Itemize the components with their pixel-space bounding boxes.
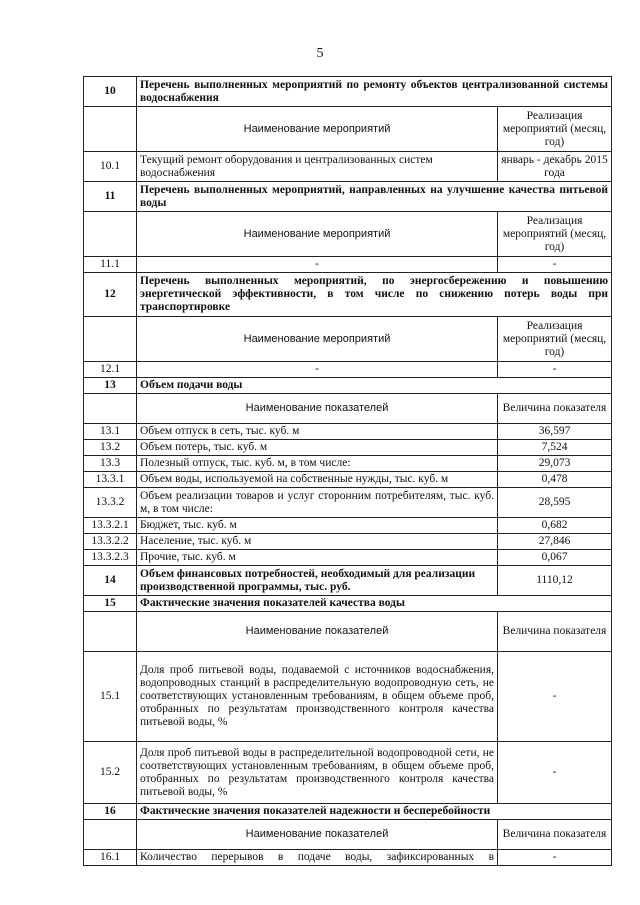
row-name: Прочие, тыс. куб. м xyxy=(137,550,498,566)
column-header-row xyxy=(84,820,612,850)
row-name: Объем потерь, тыс. куб. м xyxy=(137,440,498,456)
row-value: 1110,12 xyxy=(498,566,612,596)
row-value: январь - декабрь 2015 года xyxy=(498,152,612,182)
table-row xyxy=(84,550,612,566)
table-row xyxy=(84,152,612,182)
row-number: 15.2 xyxy=(84,742,137,804)
row-number: 13.3.2.1 xyxy=(84,518,137,534)
empty-cell xyxy=(84,317,137,362)
table-row xyxy=(84,850,612,866)
table-row xyxy=(84,362,612,378)
row-value: 29,073 xyxy=(498,456,612,472)
table-row xyxy=(84,652,612,742)
column-header-value: Величина показателя xyxy=(498,820,612,850)
table-row xyxy=(84,257,612,273)
section-15-header xyxy=(84,596,612,612)
row-value: - xyxy=(498,742,612,804)
section-14-row xyxy=(84,566,612,596)
column-header-name: Наименование мероприятий xyxy=(137,317,498,362)
row-name: Доля проб питьевой воды в распределительной водопроводной сети, не соответствующих установленным требованиям, в общем объеме проб, отобранных по результатам производственного контроля качества питьевой воды, % xyxy=(137,742,498,804)
section-12-header xyxy=(84,273,612,317)
section-number: 11 xyxy=(84,182,137,212)
row-name: Население, тыс. куб. м xyxy=(137,534,498,550)
row-value: - xyxy=(498,257,612,273)
table-row xyxy=(84,440,612,456)
row-number: 13.1 xyxy=(84,424,137,440)
row-name: Количество перерывов в подаче воды, зафиксированных в xyxy=(137,850,498,866)
section-number: 15 xyxy=(84,596,137,612)
section-title: Фактические значения показателей надежности и бесперебойности xyxy=(137,804,612,820)
production-program-table xyxy=(83,76,612,866)
row-name: Объем воды, используемой на собственные нужды, тыс. куб. м xyxy=(137,472,498,488)
section-number: 10 xyxy=(84,77,137,107)
column-header-value: Величина показателя xyxy=(498,612,612,652)
row-number: 13.2 xyxy=(84,440,137,456)
section-number: 13 xyxy=(84,378,137,394)
section-title: Объем подачи воды xyxy=(137,378,612,394)
section-title: Перечень выполненных мероприятий, направленных на улучшение качества питьевой воды xyxy=(137,182,612,212)
section-title: Перечень выполненных мероприятий по ремонту объектов централизованной системы водоснабжения xyxy=(137,77,612,107)
table-row xyxy=(84,456,612,472)
section-number: 12 xyxy=(84,273,137,317)
row-number: 11.1 xyxy=(84,257,137,273)
section-11-header xyxy=(84,182,612,212)
section-number: 16 xyxy=(84,804,137,820)
table-row xyxy=(84,424,612,440)
column-header-value: Величина показателя xyxy=(498,394,612,424)
table-row xyxy=(84,534,612,550)
row-value: 36,597 xyxy=(498,424,612,440)
section-title: Объем финансовых потребностей, необходимый для реализации производственной программы, тыс. руб. xyxy=(137,566,498,596)
empty-cell xyxy=(84,394,137,424)
row-number: 13.3.2 xyxy=(84,488,137,518)
row-value: 7,524 xyxy=(498,440,612,456)
table-row xyxy=(84,472,612,488)
row-name: Текущий ремонт оборудования и централизованных систем водоснабжения xyxy=(137,152,498,182)
row-number: 13.3 xyxy=(84,456,137,472)
column-header-row xyxy=(84,107,612,152)
column-header-name: Наименование показателей xyxy=(137,394,498,424)
page-number: 5 xyxy=(316,46,324,61)
table-row xyxy=(84,518,612,534)
empty-cell xyxy=(84,212,137,257)
section-16-header xyxy=(84,804,612,820)
column-header-value: Реализация мероприятий (месяц, год) xyxy=(498,212,612,257)
table-row xyxy=(84,742,612,804)
row-name: Доля проб питьевой воды, подаваемой с источников водоснабжения, водопроводных станций в распределительную водопроводную сеть, не соответствующих установленным требованиям, в общем объеме проб, отобранных по результатам производственного контроля качества питьевой воды, % xyxy=(137,652,498,742)
section-title: Перечень выполненных мероприятий, по энергосбережению и повышению энергетической эффективности, в том числе по снижению потерь воды при транспортировке xyxy=(137,273,612,317)
row-number: 10.1 xyxy=(84,152,137,182)
row-number: 13.3.2.2 xyxy=(84,534,137,550)
section-title: Фактические значения показателей качества воды xyxy=(137,596,612,612)
section-13-header xyxy=(84,378,612,394)
row-value: 0,478 xyxy=(498,472,612,488)
row-number: 16.1 xyxy=(84,850,137,866)
empty-cell xyxy=(84,107,137,152)
column-header-row xyxy=(84,394,612,424)
row-value: - xyxy=(498,850,612,866)
column-header-value: Реализация мероприятий (месяц, год) xyxy=(498,317,612,362)
row-number: 13.3.2.3 xyxy=(84,550,137,566)
column-header-row xyxy=(84,212,612,257)
empty-cell xyxy=(84,612,137,652)
column-header-name: Наименование мероприятий xyxy=(137,107,498,152)
table-row xyxy=(84,488,612,518)
row-value: - xyxy=(498,652,612,742)
row-value: 28,595 xyxy=(498,488,612,518)
row-number: 12.1 xyxy=(84,362,137,378)
row-number: 15.1 xyxy=(84,652,137,742)
column-header-name: Наименование показателей xyxy=(137,820,498,850)
row-value: 0,682 xyxy=(498,518,612,534)
row-name: Бюджет, тыс. куб. м xyxy=(137,518,498,534)
column-header-row xyxy=(84,317,612,362)
row-name: - xyxy=(137,362,498,378)
column-header-name: Наименование показателей xyxy=(137,612,498,652)
row-name: - xyxy=(137,257,498,273)
column-header-name: Наименование мероприятий xyxy=(137,212,498,257)
row-value: 27,846 xyxy=(498,534,612,550)
row-name: Объем реализации товаров и услуг сторонним потребителям, тыс. куб. м, в том числе: xyxy=(137,488,498,518)
section-10-header xyxy=(84,77,612,107)
section-number: 14 xyxy=(84,566,137,596)
column-header-value: Реализация мероприятий (месяц, год) xyxy=(498,107,612,152)
row-name: Объем отпуск в сеть, тыс. куб. м xyxy=(137,424,498,440)
column-header-row xyxy=(84,612,612,652)
row-name: Полезный отпуск, тыс. куб. м, в том числе: xyxy=(137,456,498,472)
row-number: 13.3.1 xyxy=(84,472,137,488)
empty-cell xyxy=(84,820,137,850)
row-value: 0,067 xyxy=(498,550,612,566)
row-value: - xyxy=(498,362,612,378)
